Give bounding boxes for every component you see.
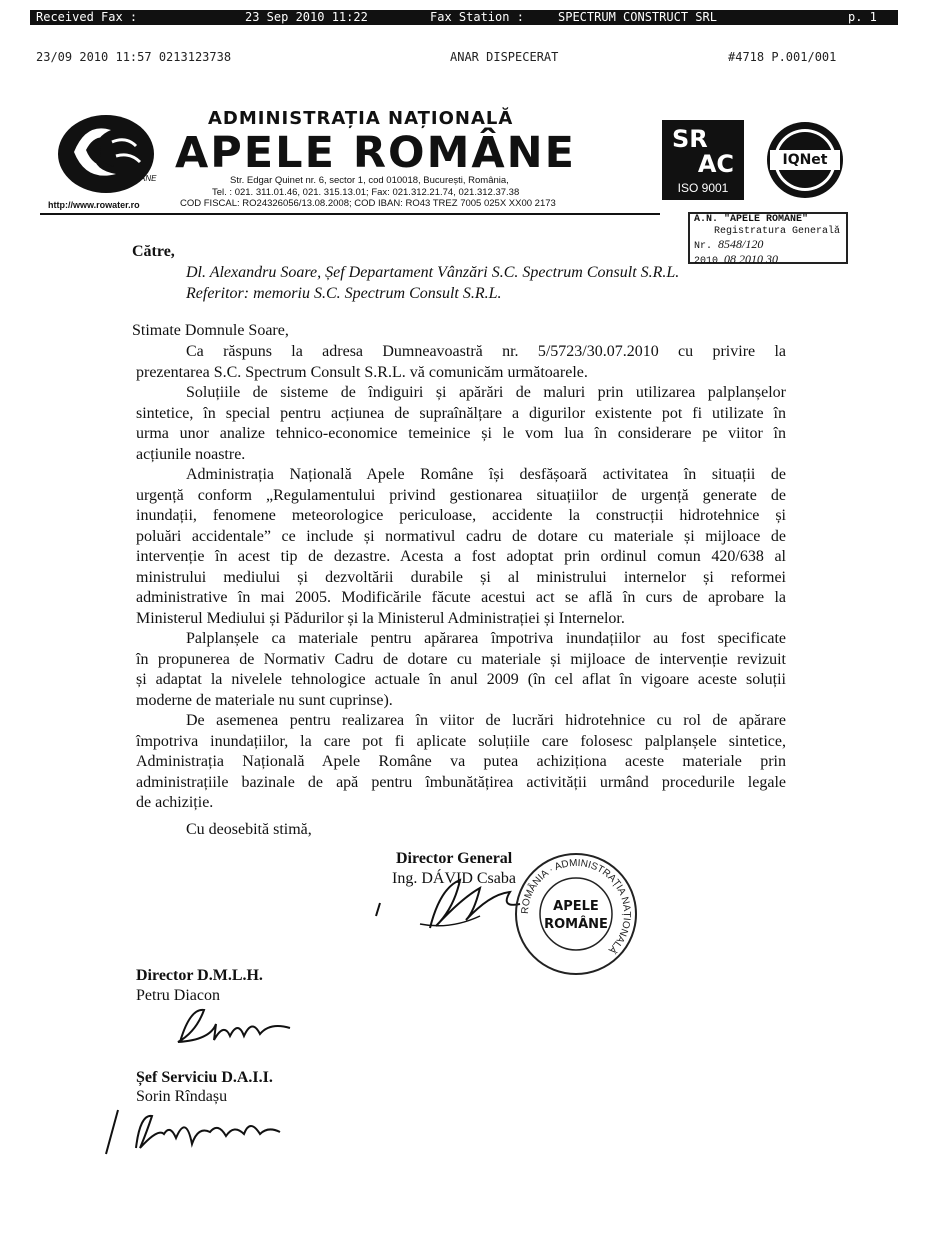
registry-nr-label: Nr. bbox=[694, 241, 713, 252]
dmlh-name: Petru Diacon bbox=[136, 987, 220, 1004]
body-line: Soluțiile de sisteme de îndiguiri și apărări de maluri prin utilizarea palplanșelor bbox=[186, 384, 786, 401]
salutation: Stimate Domnule Soare, bbox=[132, 322, 289, 339]
seal-center-line1: APELE bbox=[553, 899, 599, 914]
letterhead-phones: Tel. : 021. 311.01.46, 021. 315.13.01; Fax: 021.312.21.74, 021.312.37.38 bbox=[212, 187, 520, 198]
iqnet-certification-logo bbox=[764, 120, 846, 200]
body-line: în propunerea de Normativ Cadru de dotare cu materiale și mijloace de intervenție revizuit bbox=[136, 650, 786, 668]
fax-station-label: Fax Station : bbox=[430, 10, 524, 24]
org-name: ADMINISTRAȚIA NAȚIONALĂ bbox=[208, 108, 514, 129]
body-line: moderne de materiale nu sunt cuprinse). bbox=[136, 691, 393, 709]
body-line: de achiziție. bbox=[136, 794, 214, 811]
registry-year: 2010 bbox=[694, 256, 719, 267]
brand-name: APELE ROMÂNE bbox=[175, 128, 577, 178]
fax-sender: ANAR DISPECERAT bbox=[450, 50, 559, 64]
registry-stamp bbox=[688, 212, 848, 267]
registry-stamp-subtitle: Registratura Generală bbox=[714, 226, 841, 237]
seal-ring-text: ROMÂNIA · ADMINISTRAȚIA NAȚIONALĂ bbox=[519, 857, 633, 956]
recipient-line: Dl. Alexandru Soare, Șef Departament Vânzări S.C. Spectrum Consult S.R.L. bbox=[186, 264, 680, 281]
body-line: Ministerul Mediului și Pădurilor și la Ministerul Administrației și Internelor. bbox=[136, 609, 625, 627]
body-line: împotriva inundațiilor, la care pot fi aplicate soluțiile care folosesc palplanșele sintetice, bbox=[136, 732, 786, 750]
fax-received-time: 23 Sep 2010 11:22 bbox=[245, 10, 368, 24]
body-line: administrațiile bazinale de apă pentru îmbunătățirea activității urmând procedurile legale bbox=[136, 773, 786, 791]
seal-center-line2: ROMÂNE bbox=[544, 917, 608, 932]
body-line: acțiunile noastre. bbox=[136, 445, 246, 463]
letterhead-codes: COD FISCAL: RO24326056/13.08.2008; COD IBAN: RO43 TREZ 7005 025X XX00 2173 bbox=[180, 198, 556, 209]
srac-mid-text: AC bbox=[697, 150, 734, 178]
dmlh-title: Director D.M.L.H. bbox=[136, 967, 263, 984]
body-line: poluări accidentale” ce include și normativul cadru de dotare cu materiale și mijloace de bbox=[136, 527, 786, 545]
official-seal bbox=[512, 852, 640, 976]
body-line: Palplanșele ca materiale pentru apărarea împotriva inundațiilor au fost specificate bbox=[186, 630, 786, 647]
body-line: prezentarea S.C. Spectrum Consult S.R.L. vă comunicăm următoarele. bbox=[136, 363, 588, 381]
to-label: Către, bbox=[132, 243, 175, 260]
body-line: urma unor analize tehnico-economice temeinice și le vom lua în considerare pe viitor în bbox=[136, 425, 786, 442]
dmlh-signature bbox=[170, 1002, 300, 1048]
iqnet-text: IQNet bbox=[782, 152, 828, 168]
daii-name: Sorin Rîndașu bbox=[136, 1088, 228, 1105]
reference-line: Referitor: memoriu S.C. Spectrum Consult S.R.L. bbox=[186, 285, 502, 302]
fax-station-name: SPECTRUM CONSTRUCT SRL bbox=[558, 10, 717, 24]
fax-job-number: #4718 P.001/001 bbox=[728, 50, 837, 64]
fax-received-label: Received Fax : bbox=[36, 10, 138, 24]
body-line: și adaptat la nivelele tehnologice actuale în anul 2009 (în cel aflat în vigoare aceste soluții bbox=[136, 671, 786, 688]
iso-label: ISO 9001 bbox=[677, 181, 729, 195]
body-line: De asemenea pentru realizarea în viitor de lucrări hidrotehnice cu rol de apărare bbox=[186, 712, 786, 729]
body-line: Ca răspuns la adresa Dumneavoastră nr. 5/5723/30.07.2010 cu privire la bbox=[186, 343, 786, 360]
daii-title: Șef Serviciu D.A.I.I. bbox=[136, 1069, 273, 1086]
body-line: administrative în mai 2005. Modificările făcute acestui act se află în curs de aprobare la bbox=[136, 589, 786, 606]
daii-signature bbox=[100, 1104, 300, 1160]
body-line: intervenție în acest tip de dezastre. Acesta a fost adoptat prin ordinul comun 420/638 al bbox=[136, 548, 786, 565]
letterhead-rule bbox=[40, 213, 660, 215]
registry-stamp-title: A.N. "APELE ROMÂNE" bbox=[694, 214, 809, 225]
registry-date-value: 08 2010 30 bbox=[724, 252, 779, 266]
letterhead-address: Str. Edgar Quinet nr. 6, sector 1, cod 010018, București, România, bbox=[230, 175, 509, 186]
closing: Cu deosebită stimă, bbox=[186, 821, 312, 838]
dg-name: Ing. DÁVID Csaba bbox=[392, 870, 516, 887]
logo-suffix: ANE bbox=[140, 174, 157, 183]
fax-header-bar bbox=[30, 10, 898, 25]
srac-top-text: SR bbox=[672, 125, 708, 153]
letterhead-website: http://www.rowater.ro bbox=[48, 200, 140, 210]
fax-page-number: p. 1 bbox=[848, 10, 877, 24]
letter-body bbox=[136, 342, 786, 814]
registry-nr-value: 8548/120 bbox=[718, 237, 764, 251]
body-line: Administrația Națională Apele Române va putea achiziționa aceste materiale prin bbox=[136, 753, 786, 770]
body-line: inundații, fenomene meteorologice periculoase, accidente la construcții hidrotehnice și bbox=[136, 507, 786, 524]
body-line: sintetice, în special pentru acțiunea de supraînălțare a digurilor existente pot fi utilizate în bbox=[136, 404, 786, 422]
srac-certification-logo bbox=[662, 120, 744, 200]
fax-datetime: 23/09 2010 11:57 0213123738 bbox=[36, 50, 232, 64]
body-line: Administrația Națională Apele Române își desfășoară activitatea în situații de bbox=[186, 466, 786, 483]
dg-title: Director General bbox=[396, 850, 513, 867]
body-line: ministrului mediului și dezvoltării durabile și al ministrului internelor și reformei bbox=[136, 568, 786, 586]
body-line: urgență conform „Regulamentului privind gestionarea situațiilor de urgență generate de bbox=[136, 486, 786, 504]
